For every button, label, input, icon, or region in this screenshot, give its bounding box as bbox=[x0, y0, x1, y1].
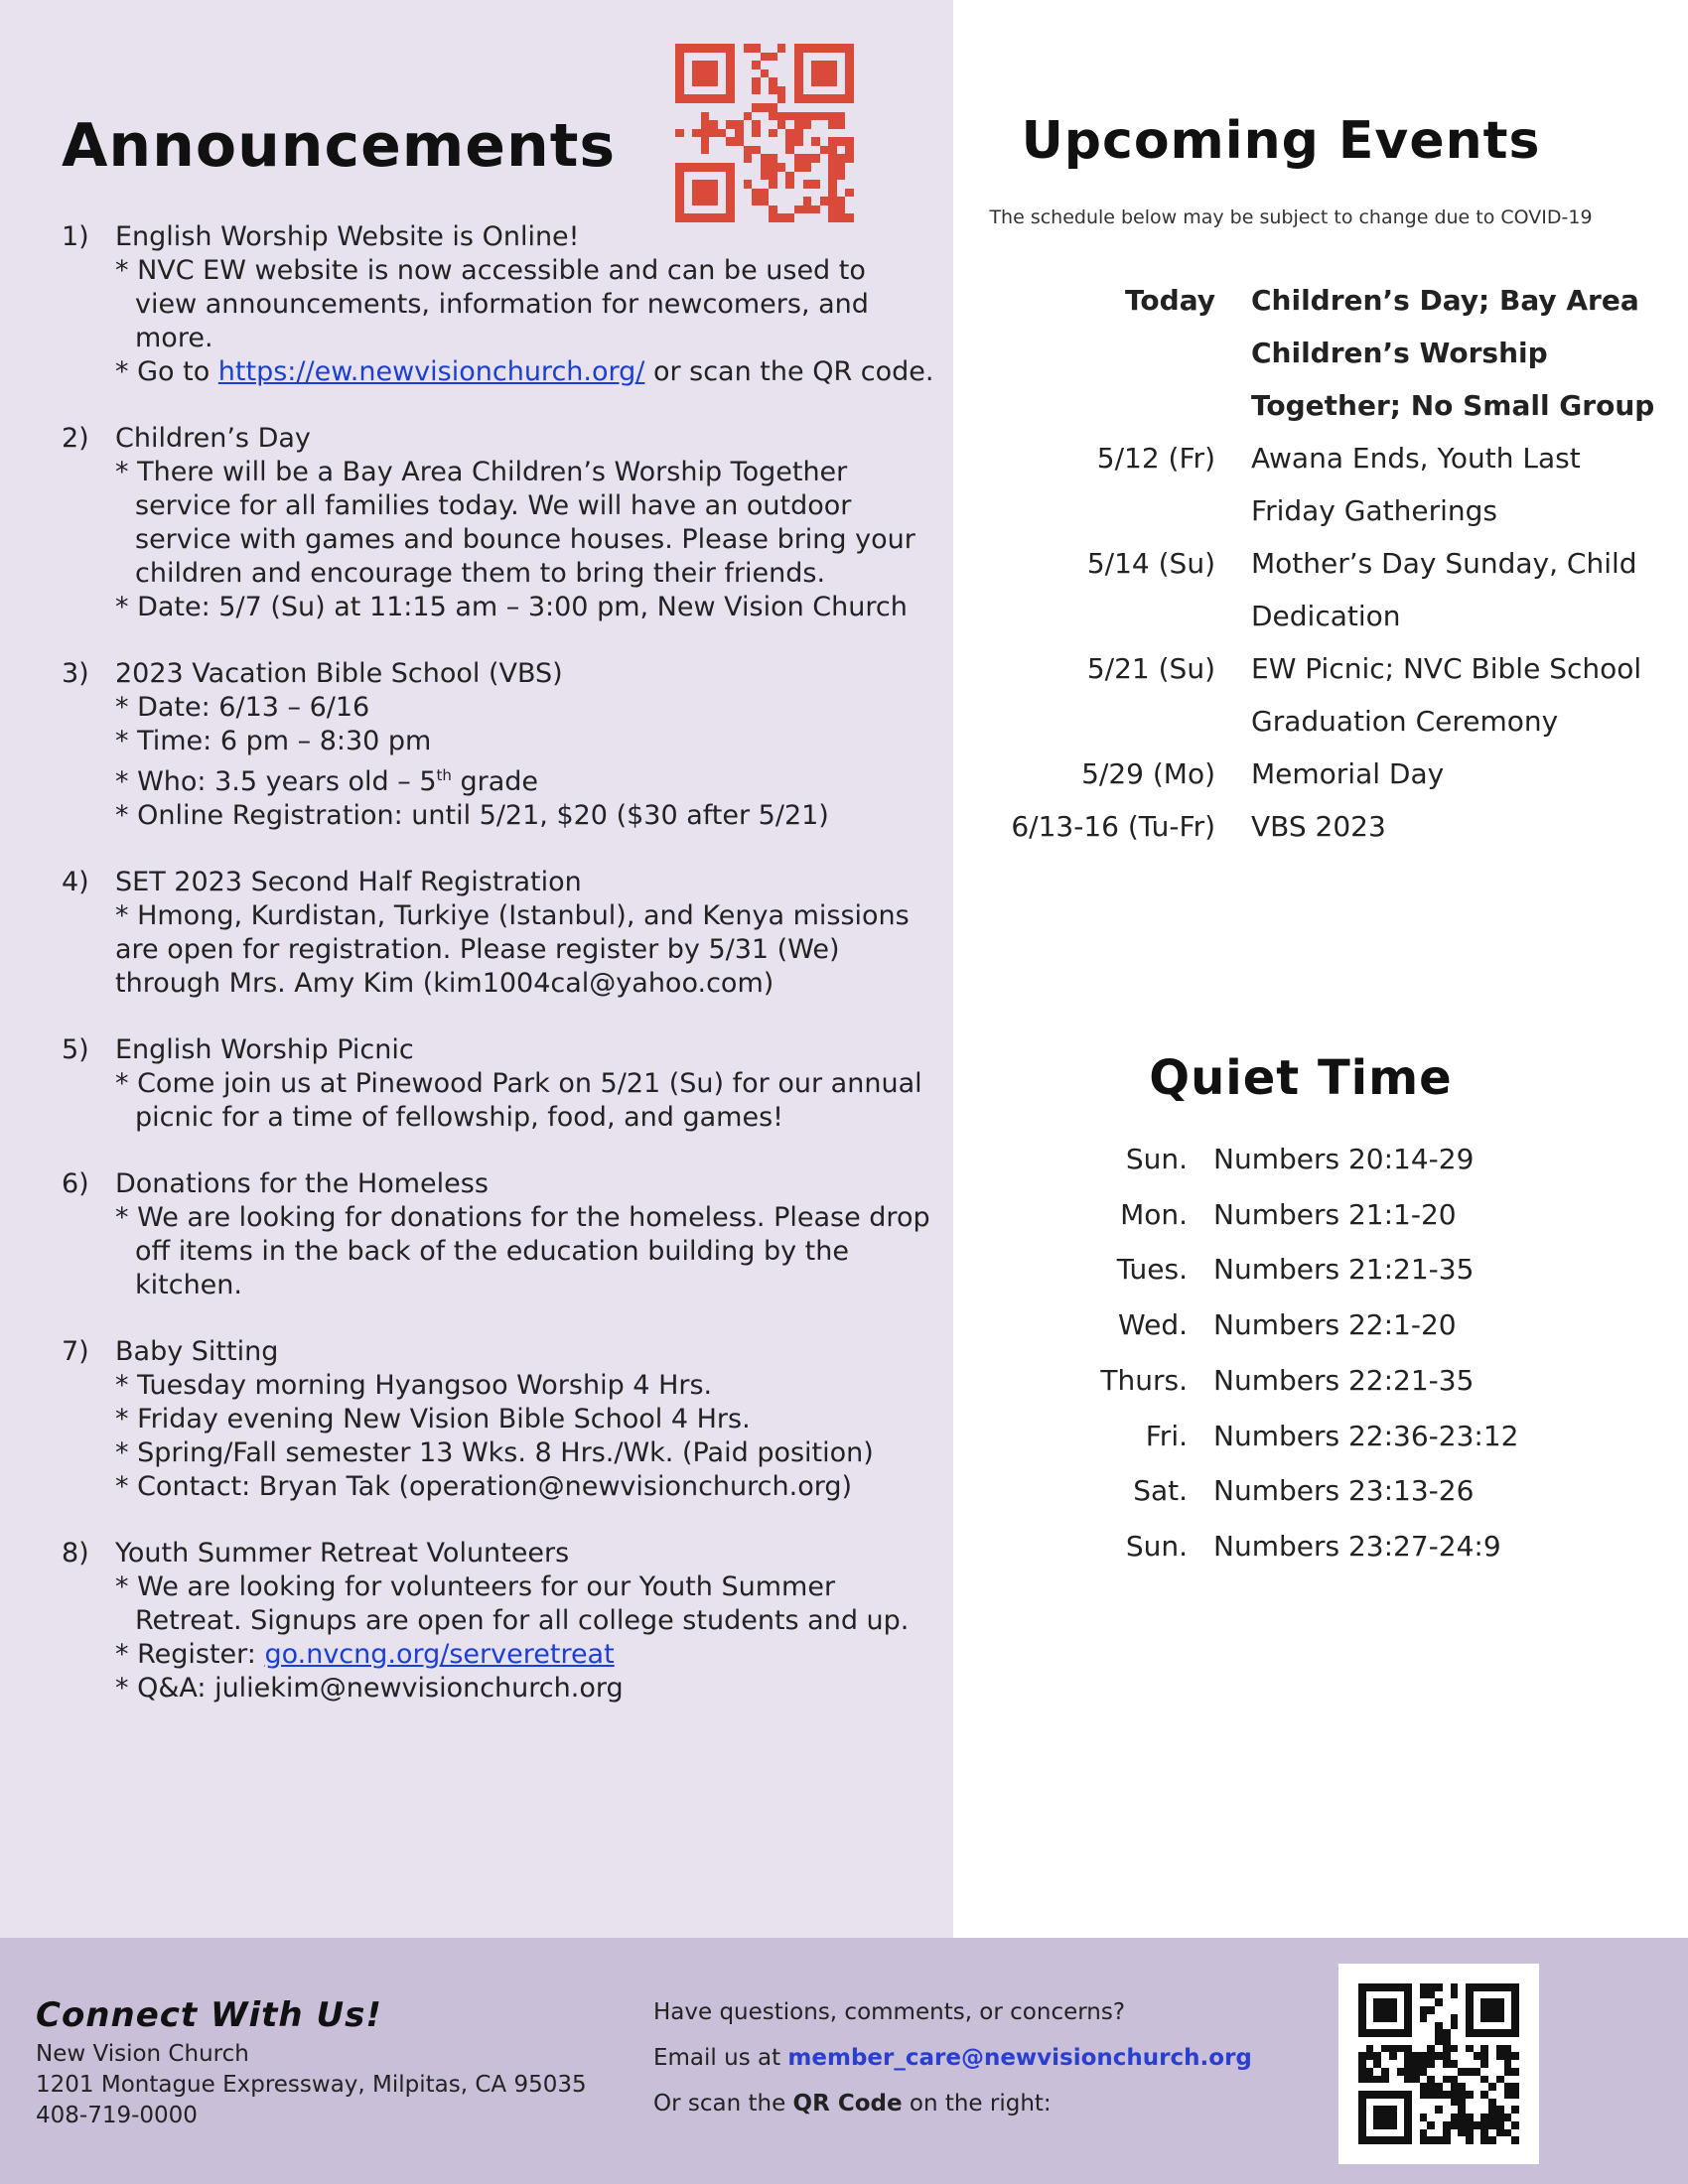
announcement-detail: * Who: 3.5 years old – 5th grade bbox=[115, 766, 539, 797]
church-address: 1201 Montague Expressway, Milpitas, CA 95035 bbox=[36, 2072, 587, 2098]
announcement-detail: * Q&A: juliekim@newvisionchurch.org bbox=[115, 1673, 624, 1704]
event-row bbox=[993, 800, 1668, 853]
events-table bbox=[993, 274, 1668, 853]
announcement-detail: * Hmong, Kurdistan, Turkiye (Istanbul), and Kenya missions are open for registration. Please register by 5/31 (We) through Mrs. Amy Kim (kim1004cal@yahoo.com) bbox=[115, 900, 910, 999]
announcement-number: 7) bbox=[62, 1336, 89, 1367]
email-link[interactable]: member_care@newvisionchurch.org bbox=[787, 2045, 1252, 2071]
announcement-detail: * Go to https://ew.newvisionchurch.org/ or scan the QR code. bbox=[115, 356, 934, 387]
event-date: 5/29 (Mo) bbox=[1081, 757, 1215, 790]
event-date: Today bbox=[1125, 284, 1215, 317]
quiet-time-day: Tues. bbox=[1116, 1253, 1188, 1287]
announcement-item-4 bbox=[62, 866, 935, 1001]
quiet-time-reading: Numbers 23:13-26 bbox=[1213, 1474, 1475, 1508]
event-date: 6/13-16 (Tu-Fr) bbox=[1011, 810, 1215, 843]
church-info bbox=[36, 2039, 587, 2131]
announcement-detail: * Date: 6/13 – 6/16 bbox=[115, 692, 370, 723]
event-row bbox=[993, 642, 1668, 748]
event-description: Memorial Day bbox=[1251, 757, 1445, 790]
quiet-time-title: Quiet Time bbox=[1149, 1050, 1453, 1106]
announcement-heading: English Worship Picnic bbox=[115, 1034, 414, 1065]
announcement-heading: SET 2023 Second Half Registration bbox=[115, 867, 582, 897]
announcement-number: 6) bbox=[62, 1168, 89, 1199]
event-date: 5/14 (Su) bbox=[1086, 547, 1215, 580]
contact-qr-code-icon[interactable] bbox=[1358, 1983, 1519, 2144]
connect-title: Connect With Us! bbox=[36, 1995, 382, 2035]
announcement-detail: * Online Registration: until 5/21, $20 ($30 after 5/21) bbox=[115, 800, 829, 831]
announcement-detail: * Contact: Bryan Tak (operation@newvisionchurch.org) bbox=[115, 1471, 853, 1502]
announcement-item-1 bbox=[62, 220, 935, 389]
event-row bbox=[993, 748, 1668, 800]
announcement-detail: * We are looking for volunteers for our Youth Summer Retreat. Signups are open for all college students and up. bbox=[115, 1571, 910, 1636]
quiet-time-reading: Numbers 21:21-35 bbox=[1213, 1253, 1475, 1287]
quiet-time-reading: Numbers 20:14-29 bbox=[1213, 1143, 1475, 1175]
announcement-number: 4) bbox=[62, 867, 89, 897]
announcement-detail: * Friday evening New Vision Bible School 4 Hrs. bbox=[115, 1404, 751, 1434]
event-row bbox=[993, 432, 1668, 537]
announcement-heading: 2023 Vacation Bible School (VBS) bbox=[115, 658, 563, 689]
register-link[interactable]: go.nvcng.org/serveretreat bbox=[264, 1639, 615, 1670]
scan-line: Or scan the QR Code on the right: bbox=[653, 2091, 1052, 2116]
announcement-item-3 bbox=[62, 657, 935, 833]
website-qr-code-icon[interactable] bbox=[675, 44, 854, 222]
quiet-time-row bbox=[1072, 1242, 1518, 1297]
quiet-time-row bbox=[1072, 1297, 1518, 1353]
announcement-number: 2) bbox=[62, 423, 89, 454]
announcement-number: 8) bbox=[62, 1538, 89, 1569]
quiet-time-day: Thurs. bbox=[1100, 1363, 1188, 1397]
quiet-time-reading: Numbers 22:21-35 bbox=[1213, 1363, 1475, 1397]
quiet-time-day: Wed. bbox=[1118, 1308, 1188, 1342]
announcement-detail: * We are looking for donations for the homeless. Please drop off items in the back of the education building by the kitchen. bbox=[115, 1202, 930, 1300]
event-description: VBS 2023 bbox=[1251, 810, 1386, 843]
events-title: Upcoming Events bbox=[1021, 111, 1541, 171]
announcement-number: 3) bbox=[62, 658, 89, 689]
quiet-time-reading: Numbers 22:36-23:12 bbox=[1213, 1419, 1519, 1452]
event-row bbox=[993, 537, 1668, 642]
event-description: Children’s Day; Bay Area Children’s Worship Together; No Small Group bbox=[1251, 284, 1655, 422]
announcement-item-5 bbox=[62, 1033, 935, 1135]
quiet-time-row bbox=[1072, 1132, 1518, 1187]
announcement-detail: * Come join us at Pinewood Park on 5/21 (Su) for our annual picnic for a time of fellowship, food, and games! bbox=[115, 1068, 922, 1133]
quiet-time-day: Sun. bbox=[1125, 1143, 1188, 1175]
announcement-heading: Children’s Day bbox=[115, 423, 311, 454]
announcement-item-6 bbox=[62, 1167, 935, 1302]
announcement-item-7 bbox=[62, 1335, 935, 1504]
announcement-heading: Youth Summer Retreat Volunteers bbox=[115, 1538, 570, 1569]
announcements-title: Announcements bbox=[62, 111, 617, 181]
announcement-heading: Donations for the Homeless bbox=[115, 1168, 489, 1199]
email-line: Email us at member_care@newvisionchurch.org bbox=[653, 2045, 1252, 2071]
church-phone: 408-719-0000 bbox=[36, 2103, 198, 2128]
quiet-time-day: Mon. bbox=[1120, 1197, 1188, 1231]
quiet-time-row bbox=[1072, 1463, 1518, 1519]
announcement-detail: * Time: 6 pm – 8:30 pm bbox=[115, 726, 432, 756]
announcement-detail: * There will be a Bay Area Children’s Worship Together service for all families today. We will have an outdoor service with games and bounce houses. Please bring your children and encourage them to bring their friends. bbox=[115, 457, 915, 589]
website-link[interactable]: https://ew.newvisionchurch.org/ bbox=[217, 356, 645, 387]
announcements-list bbox=[62, 220, 935, 1738]
quiet-time-row bbox=[1072, 1353, 1518, 1409]
announcement-detail: * Spring/Fall semester 13 Wks. 8 Hrs./Wk. (Paid position) bbox=[115, 1437, 874, 1468]
announcement-number: 5) bbox=[62, 1034, 89, 1065]
quiet-time-reading: Numbers 22:1-20 bbox=[1213, 1308, 1457, 1342]
event-description: Mother’s Day Sunday, Child Dedication bbox=[1251, 547, 1637, 632]
announcement-heading: Baby Sitting bbox=[115, 1336, 279, 1367]
announcement-number: 1) bbox=[62, 221, 89, 252]
church-name: New Vision Church bbox=[36, 2041, 249, 2067]
quiet-time-table bbox=[1072, 1132, 1518, 1574]
event-date: 5/12 (Fr) bbox=[1096, 442, 1215, 475]
quiet-time-day: Sun. bbox=[1125, 1529, 1188, 1563]
announcement-heading: English Worship Website is Online! bbox=[115, 221, 580, 252]
event-description: Awana Ends, Youth Last Friday Gatherings bbox=[1251, 442, 1581, 527]
events-note: The schedule below may be subject to change due to COVID-19 bbox=[989, 206, 1593, 228]
quiet-time-row bbox=[1072, 1519, 1518, 1574]
event-row bbox=[993, 274, 1668, 432]
quiet-time-day: Sat. bbox=[1133, 1474, 1188, 1508]
quiet-time-row bbox=[1072, 1187, 1518, 1243]
quiet-time-row bbox=[1072, 1409, 1518, 1464]
announcement-detail: * Register: go.nvcng.org/serveretreat bbox=[115, 1639, 615, 1670]
announcement-item-2 bbox=[62, 422, 935, 624]
contact-block bbox=[653, 1989, 1252, 2126]
announcement-detail: * NVC EW website is now accessible and can be used to view announcements, information for newcomers, and more. bbox=[115, 255, 869, 353]
contact-qr-container bbox=[1338, 1964, 1539, 2164]
quiet-time-reading: Numbers 21:1-20 bbox=[1213, 1197, 1457, 1231]
event-date: 5/21 (Su) bbox=[1086, 652, 1215, 685]
announcement-detail: * Tuesday morning Hyangsoo Worship 4 Hrs. bbox=[115, 1370, 713, 1401]
quiet-time-reading: Numbers 23:27-24:9 bbox=[1213, 1529, 1501, 1563]
event-description: EW Picnic; NVC Bible School Graduation Ceremony bbox=[1251, 652, 1642, 738]
quiet-time-day: Fri. bbox=[1145, 1419, 1188, 1452]
announcement-item-8 bbox=[62, 1537, 935, 1706]
announcement-detail: * Date: 5/7 (Su) at 11:15 am – 3:00 pm, New Vision Church bbox=[115, 592, 908, 622]
questions-text: Have questions, comments, or concerns? bbox=[653, 1999, 1126, 2025]
